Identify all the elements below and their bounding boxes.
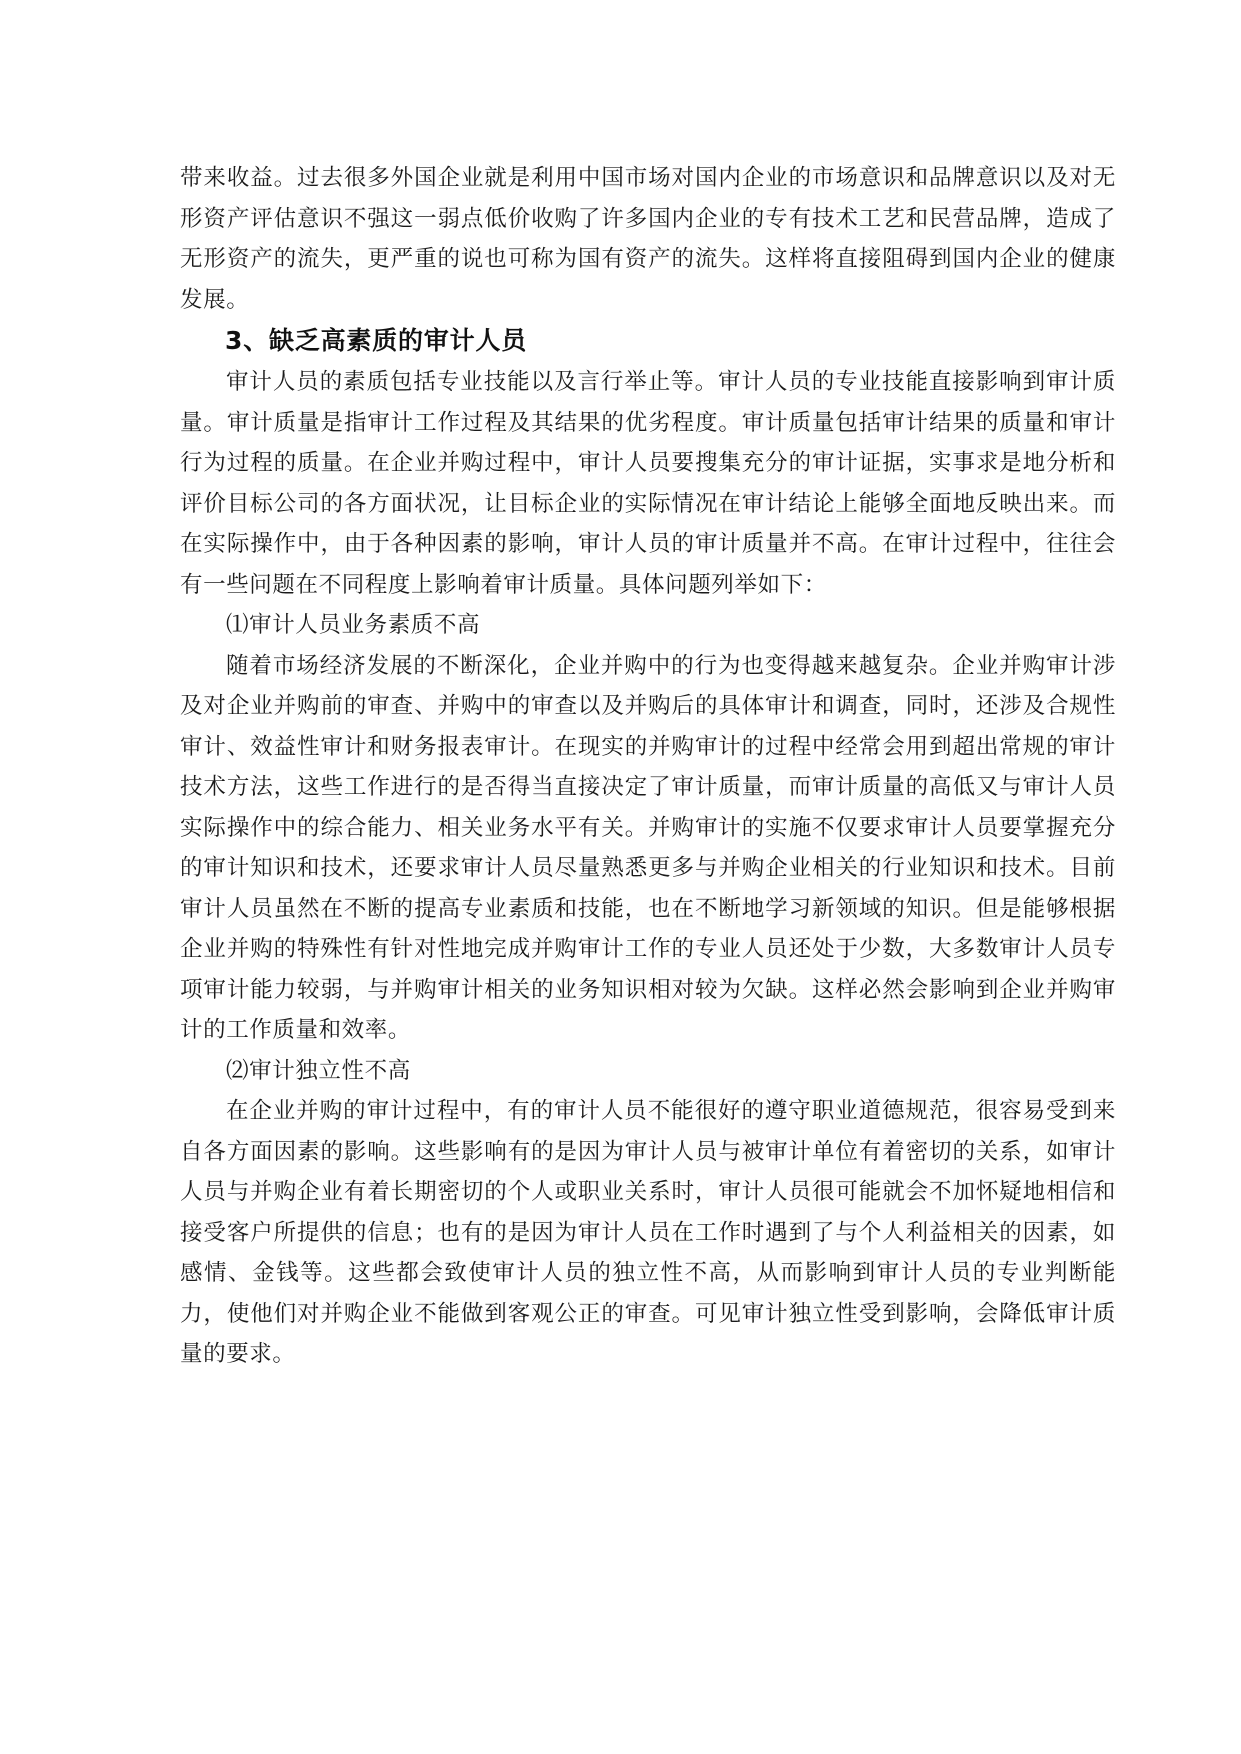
section-heading: 3、缺乏高素质的审计人员: [225, 326, 527, 355]
intro-paragraph: 审计人员的素质包括专业技能以及言行举止等。审计人员的专业技能直接影响到审计质量。审计质量是指审计工作过程及其结果的优劣程度。审计质量包括审计结果的质量和审计行为过程的质量。在企业并购过程中，审计人员要搜集充分的审计证据，实事求是地分析和评价目标公司的各方面状况，让目标企业的实际情况在审计结论上能够全面地反映出来。而在实际操作中，由于各种因素的影响，审计人员的审计质量并不高。在审计过程中，往往会有一些问题在不同程度上影响着审计质量。具体问题列举如下：: [180, 369, 1116, 598]
subsection-1-paragraph: 随着市场经济发展的不断深化，企业并购中的行为也变得越来越复杂。企业并购审计涉及对企业并购前的审查、并购中的审查以及并购后的具体审计和调查，同时，还涉及合规性审计、效益性审计和财务报表审计。在现实的并购审计的过程中经常会用到超出常规的审计技术方法，这些工作进行的是否得当直接决定了审计质量，而审计质量的高低又与审计人员实际操作中的综合能力、相关业务水平有关。并购审计的实施不仅要求审计人员要掌握充分的审计知识和技术，还要求审计人员尽量熟悉更多与并购企业相关的行业知识和技术。目前审计人员虽然在不断的提高专业素质和技能，也在不断地学习新领域的知识。但是能够根据企业并购的特殊性有针对性地完成并购审计工作的专业人员还处于少数，大多数审计人员专项审计能力较弱，与并购审计相关的业务知识相对较为欠缺。这样必然会影响到企业并购审计的工作质量和效率。: [180, 652, 1116, 1043]
subsection-2-title: ⑵审计独立性不高: [226, 1057, 411, 1084]
document-body: [180, 158, 1116, 1375]
continuation-paragraph: 带来收益。过去很多外国企业就是利用中国市场对国内企业的市场意识和品牌意识以及对无形资产评估意识不强这一弱点低价收购了许多国内企业的专有技术工艺和民营品牌，造成了无形资产的流失，更严重的说也可称为国有资产的流失。这样将直接阻碍到国内企业的健康发展。: [180, 165, 1116, 313]
subsection-1-title: ⑴审计人员业务素质不高: [226, 612, 481, 638]
subsection-2-paragraph: 在企业并购的审计过程中，有的审计人员不能很好的遵守职业道德规范，很容易受到来自各方面因素的影响。这些影响有的是因为审计人员与被审计单位有着密切的关系，如审计人员与并购企业有着长期密切的个人或职业关系时，审计人员很可能就会不加怀疑地相信和接受客户所提供的信息；也有的是因为审计人员在工作时遇到了与个人利益相关的因素，如感情、金钱等。这些都会致使审计人员的独立性不高，从而影响到审计人员的专业判断能力，使他们对并购企业不能做到客观公正的审查。可见审计独立性受到影响，会降低审计质量的要求。: [180, 1098, 1116, 1367]
